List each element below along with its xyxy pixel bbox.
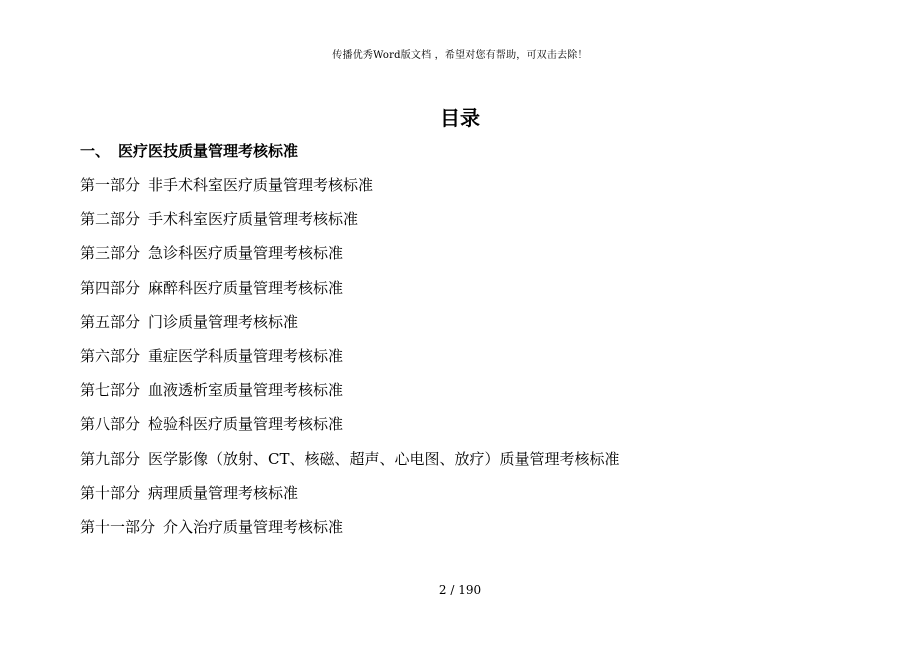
toc-part-label: 第五部分 bbox=[80, 312, 141, 331]
toc-item[interactable] bbox=[80, 311, 620, 345]
toc-item-title: 门诊质量管理考核标准 bbox=[148, 312, 299, 331]
header-note: 传播优秀Word版文档 ，希望对您有帮助，可双击去除！ bbox=[332, 50, 588, 61]
toc-part-label: 第七部分 bbox=[80, 381, 141, 400]
toc-item-title: 急诊科医疗质量管理考核标准 bbox=[148, 244, 344, 263]
toc-item[interactable] bbox=[80, 208, 620, 242]
toc-part-label: 第三部分 bbox=[80, 244, 141, 263]
toc-item[interactable] bbox=[80, 345, 620, 379]
toc-item[interactable] bbox=[80, 516, 620, 550]
toc-part-label: 第二部分 bbox=[80, 210, 141, 229]
toc-item-title: 麻醉科医疗质量管理考核标准 bbox=[148, 278, 344, 297]
toc-item[interactable] bbox=[80, 174, 620, 208]
toc-item[interactable] bbox=[80, 448, 620, 482]
toc-item[interactable] bbox=[80, 277, 620, 311]
section-heading-text: 医疗医技质量管理考核标准 bbox=[118, 142, 299, 160]
toc-part-label: 第一部分 bbox=[80, 176, 141, 194]
toc-part-label: 第九部分 bbox=[80, 449, 141, 468]
section-number: 一、 bbox=[80, 142, 111, 160]
toc-item-title: 血液透析室质量管理考核标准 bbox=[148, 381, 344, 400]
toc-item-title: 介入治疗质量管理考核标准 bbox=[163, 517, 344, 536]
page-number: 2 / 190 bbox=[438, 583, 482, 597]
toc-part-label: 第四部分 bbox=[80, 278, 141, 297]
toc-part-label: 第十部分 bbox=[80, 483, 141, 502]
toc-list bbox=[80, 174, 620, 550]
page-title: 目录 bbox=[440, 106, 480, 130]
toc-part-label: 第八部分 bbox=[80, 415, 141, 434]
toc-item-title: 检验科医疗质量管理考核标准 bbox=[148, 415, 344, 434]
toc-item[interactable] bbox=[80, 242, 620, 276]
toc-item-title: 手术科室医疗质量管理考核标准 bbox=[148, 210, 359, 229]
toc-item[interactable] bbox=[80, 482, 620, 516]
toc-item[interactable] bbox=[80, 379, 620, 413]
section-heading bbox=[80, 140, 298, 161]
toc-item-title: 医学影像（放射、CT、核磁、超声、心电图、放疗）质量管理考核标准 bbox=[148, 449, 620, 468]
toc-item-title: 重症医学科质量管理考核标准 bbox=[148, 346, 344, 365]
toc-item-title: 病理质量管理考核标准 bbox=[148, 483, 299, 502]
toc-part-label: 第六部分 bbox=[80, 346, 141, 365]
toc-item[interactable] bbox=[80, 413, 620, 447]
toc-part-label: 第十一部分 bbox=[80, 517, 156, 536]
toc-item-title: 非手术科室医疗质量管理考核标准 bbox=[148, 176, 374, 194]
